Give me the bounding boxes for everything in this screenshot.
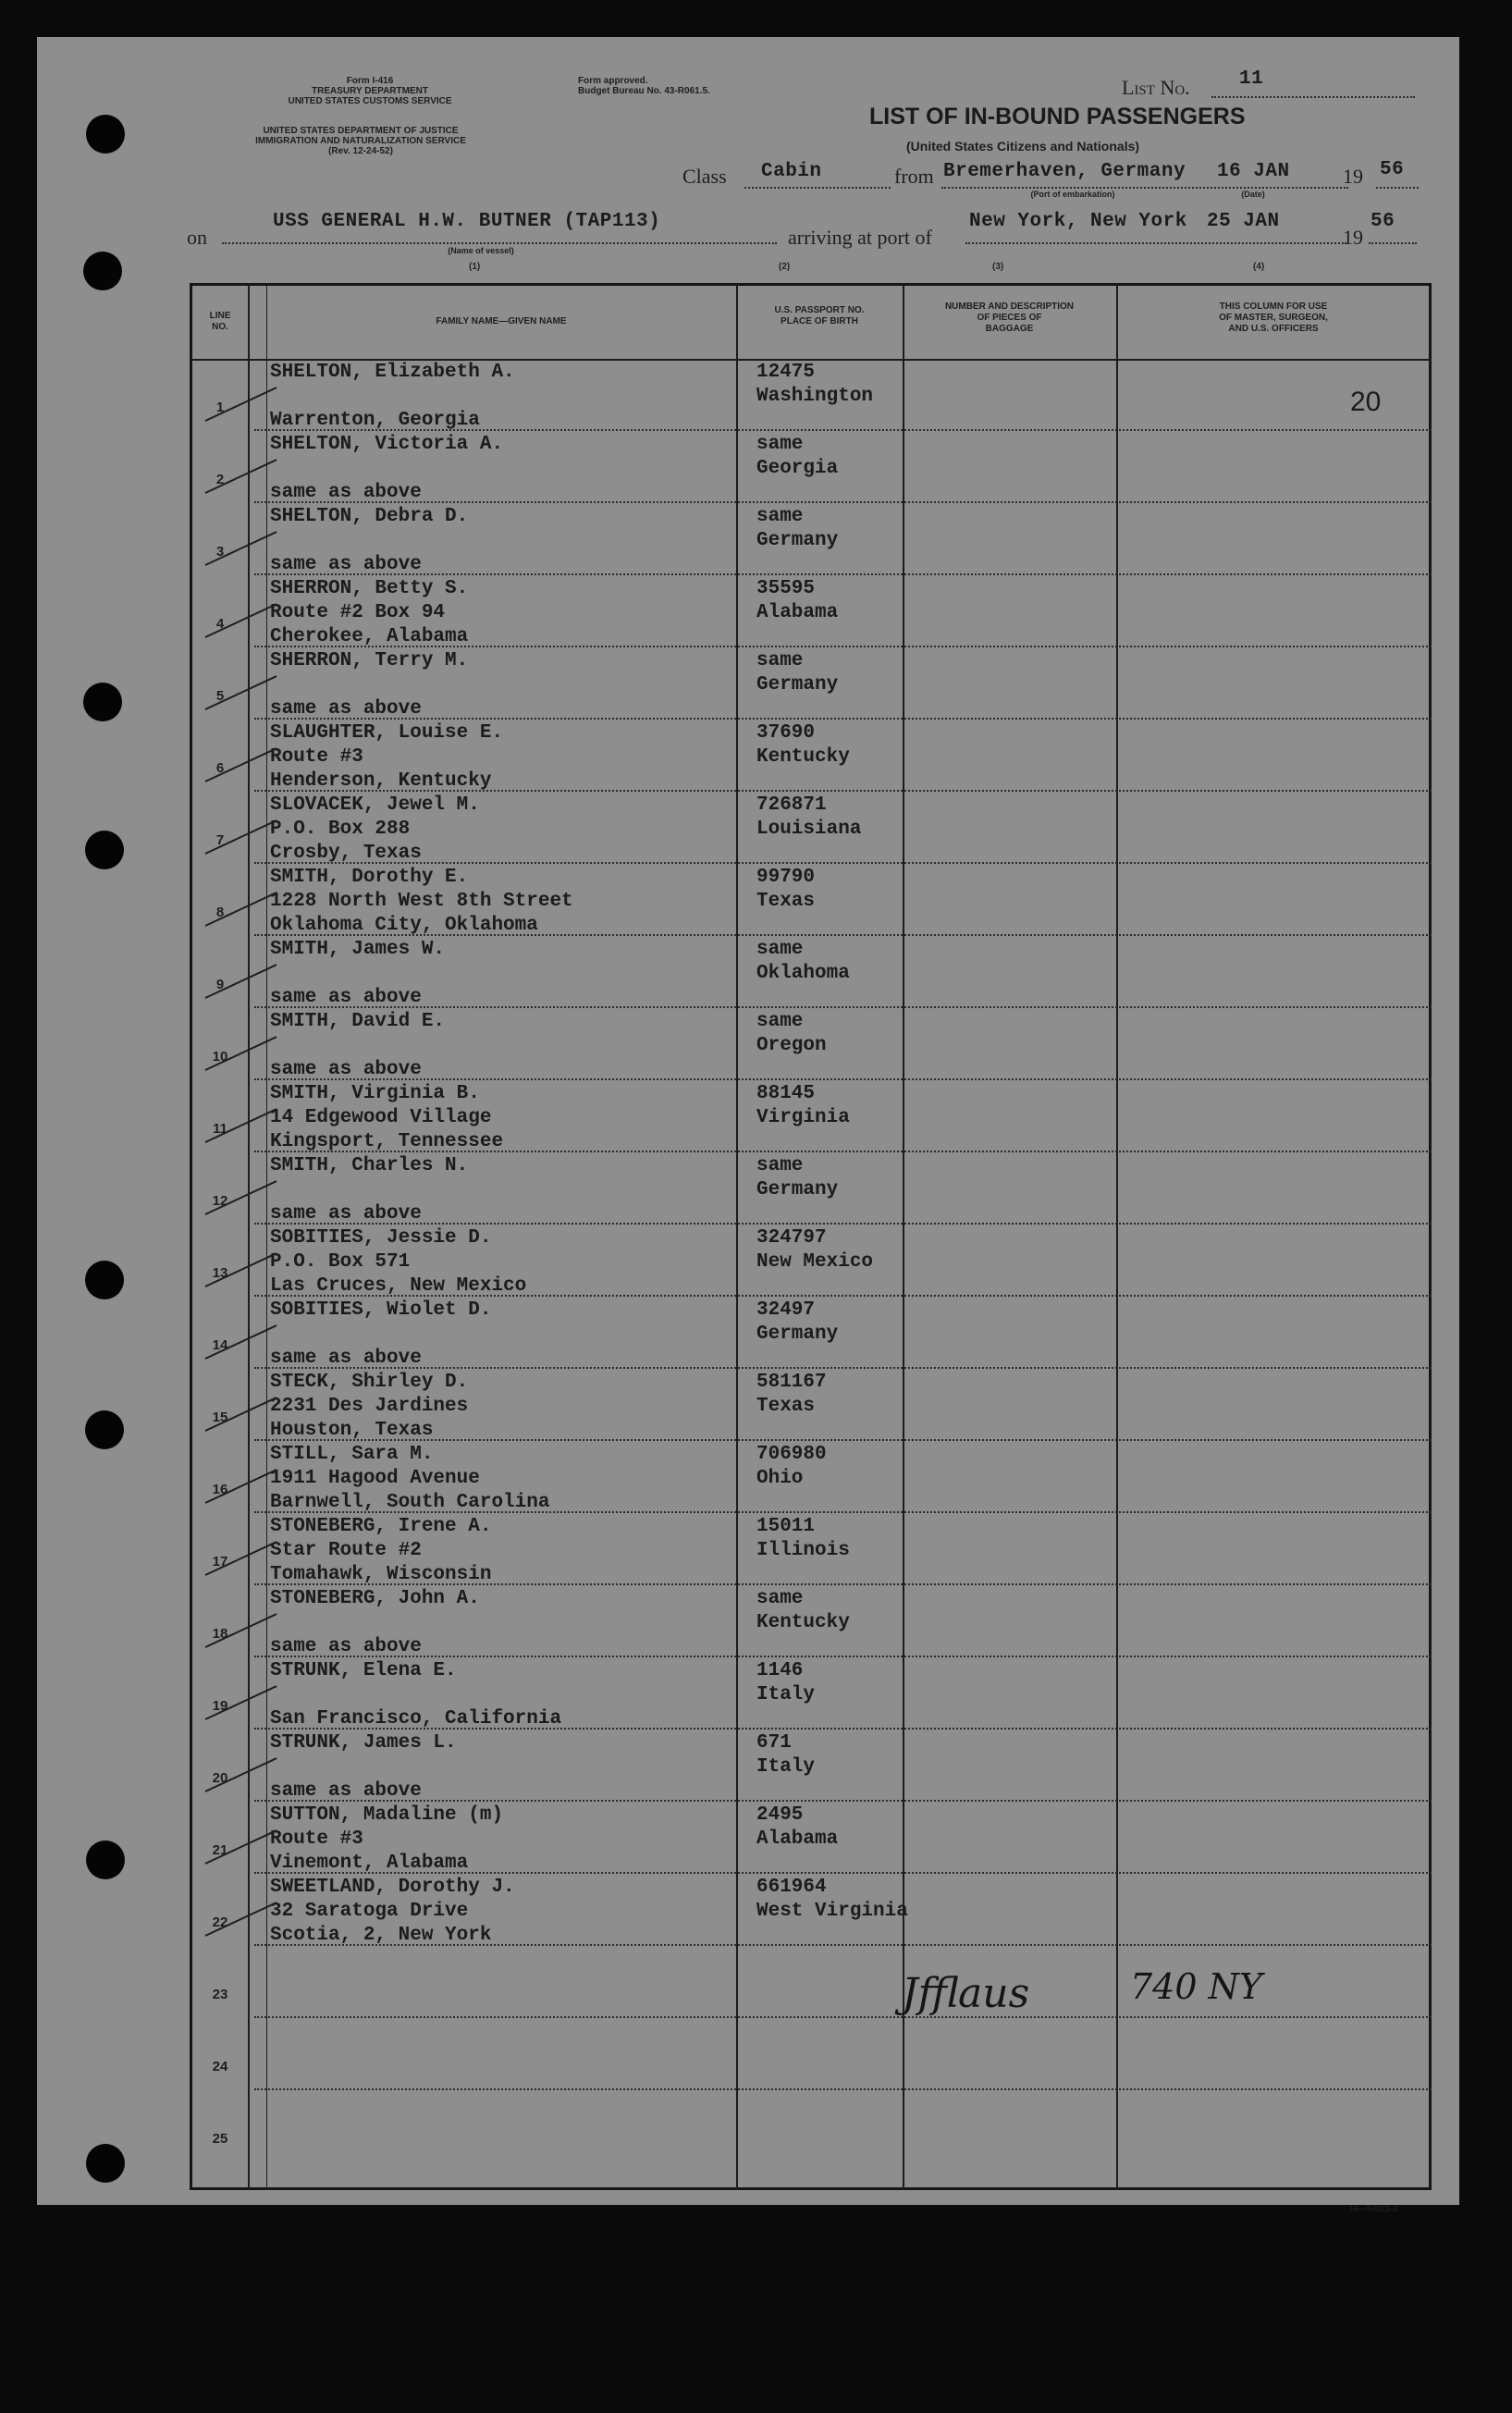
binder-hole — [85, 1410, 124, 1449]
passenger-address-line: same as above — [270, 1780, 422, 1802]
vessel-name: USS GENERAL H.W. BUTNER (TAP113) — [273, 211, 661, 232]
budget-approval: Form approved. Budget Bureau No. 43-R061.5. — [578, 76, 710, 96]
place-of-birth: Alabama — [756, 602, 839, 623]
passenger-address-line: 1911 Hagood Avenue — [270, 1468, 480, 1489]
passenger-address-line: Vinemont, Alabama — [270, 1853, 469, 1874]
place-of-birth: Oklahoma — [756, 963, 850, 984]
passport-number: 661964 — [756, 1877, 827, 1898]
header-passport: U.S. PASSPORT NO. PLACE OF BIRTH — [774, 305, 865, 326]
passenger-address-line: Tomahawk, Wisconsin — [270, 1564, 492, 1585]
line-number: 6 — [215, 760, 225, 776]
line-number: 1 — [215, 400, 225, 415]
passport-number: 706980 — [756, 1444, 827, 1465]
list-no-value: 11 — [1239, 68, 1264, 90]
row-divider — [254, 1656, 1432, 1657]
place-of-birth: Germany — [756, 1323, 839, 1345]
passenger-name: STRUNK, James L. — [270, 1732, 457, 1754]
passenger-address-line: same as above — [270, 482, 422, 503]
place-of-birth: Alabama — [756, 1828, 839, 1850]
place-of-birth: Louisiana — [756, 819, 862, 840]
place-of-birth: Germany — [756, 674, 839, 696]
passenger-name: STONEBERG, John A. — [270, 1588, 480, 1609]
row-divider — [254, 501, 1432, 503]
col-divider — [266, 283, 267, 2190]
row-divider — [254, 718, 1432, 720]
passenger-name: SHELTON, Debra D. — [270, 506, 469, 527]
passenger-address-line: P.O. Box 288 — [270, 819, 411, 840]
passport-number: same — [756, 506, 804, 527]
line-number: 19 — [212, 1698, 228, 1714]
passenger-address-line: same as above — [270, 554, 422, 575]
passenger-address-line: Star Route #2 — [270, 1540, 422, 1561]
passenger-name: SHELTON, Victoria A. — [270, 434, 504, 455]
form-number-block: Form I-416 TREASURY DEPARTMENT UNITED STATES CUSTOMS SERVICE — [288, 76, 452, 106]
passenger-address-line: Crosby, Texas — [270, 843, 422, 864]
passport-number: 581167 — [756, 1372, 827, 1393]
place-of-birth: Italy — [756, 1684, 816, 1705]
passport-number: 35595 — [756, 578, 816, 599]
arrival-year: 56 — [1371, 211, 1395, 232]
passport-number: same — [756, 939, 804, 960]
passport-number: same — [756, 1011, 804, 1032]
arrival-year-prefix: 19 — [1343, 226, 1363, 249]
passport-number: same — [756, 1155, 804, 1176]
header-name: FAMILY NAME—GIVEN NAME — [436, 316, 567, 326]
passenger-address-line: Henderson, Kentucky — [270, 770, 492, 792]
arrival-year-line — [1369, 242, 1417, 244]
passport-number: 99790 — [756, 867, 816, 888]
form-title: LIST OF IN-BOUND PASSENGERS — [869, 104, 1246, 129]
line-number: 15 — [212, 1410, 228, 1425]
line-number: 11 — [213, 1121, 227, 1137]
passenger-name: SLOVACEK, Jewel M. — [270, 794, 480, 816]
line-number: 8 — [215, 905, 225, 920]
binder-hole — [85, 831, 124, 869]
place-of-birth: Germany — [756, 530, 839, 551]
row-divider — [254, 1223, 1432, 1225]
passenger-address-line: same as above — [270, 1636, 422, 1657]
passenger-address-line: Route #3 — [270, 1828, 363, 1850]
passenger-address-line: same as above — [270, 1348, 422, 1369]
line-number: 7 — [215, 832, 225, 848]
passport-number: same — [756, 1588, 804, 1609]
col-divider — [736, 283, 738, 2190]
footer-code: 16—54823-2 — [1348, 2204, 1398, 2213]
class-value: Cabin — [761, 161, 822, 182]
passenger-name: SUTTON, Madaline (m) — [270, 1804, 504, 1826]
passport-number: 324797 — [756, 1227, 827, 1249]
passenger-name: SLAUGHTER, Louise E. — [270, 722, 504, 744]
col-num-4: (4) — [1253, 262, 1265, 272]
row-divider — [254, 2088, 1432, 2090]
from-label: from — [894, 165, 934, 188]
year-line — [1376, 187, 1419, 189]
col-divider — [248, 283, 250, 2190]
list-no-label: List No. — [1122, 76, 1190, 99]
arrival-date: 25 JAN — [1207, 211, 1280, 232]
binder-hole — [85, 1261, 124, 1299]
passenger-address-line: same as above — [270, 1059, 422, 1080]
line-number: 12 — [212, 1193, 228, 1209]
handwritten-signature: Jfflaus — [902, 1970, 1030, 2017]
line-number: 14 — [212, 1337, 228, 1353]
passenger-address-line: 32 Saratoga Drive — [270, 1901, 469, 1922]
passenger-address-line: same as above — [270, 987, 422, 1008]
class-line — [744, 187, 891, 189]
place-of-birth: New Mexico — [756, 1251, 874, 1273]
passenger-name: STECK, Shirley D. — [270, 1372, 469, 1393]
line-number: 24 — [212, 2059, 228, 2074]
passport-number: same — [756, 434, 804, 455]
place-of-birth: Virginia — [756, 1107, 850, 1128]
list-no-line — [1211, 96, 1415, 98]
line-number: 16 — [212, 1482, 228, 1497]
passenger-address-line: San Francisco, California — [270, 1708, 562, 1730]
line-number: 25 — [212, 2131, 228, 2147]
departure-year: 56 — [1380, 159, 1405, 180]
binder-hole — [83, 683, 122, 721]
embarkation-port: Bremerhaven, Germany — [943, 161, 1186, 182]
passenger-address-line: Kingsport, Tennessee — [270, 1131, 504, 1152]
line-number: 13 — [212, 1265, 228, 1281]
form-subtitle: (United States Citizens and Nationals) — [906, 139, 1140, 154]
line-number: 21 — [212, 1842, 228, 1858]
passport-number: 12475 — [756, 362, 816, 383]
class-label: Class — [682, 165, 727, 188]
binder-hole — [83, 252, 122, 290]
binder-hole — [86, 115, 125, 154]
line-number: 5 — [215, 688, 225, 704]
passenger-address-line: same as above — [270, 698, 422, 720]
row-divider — [254, 1367, 1432, 1369]
passenger-name: SMITH, Virginia B. — [270, 1083, 480, 1104]
binder-hole — [86, 2144, 125, 2183]
row-divider — [254, 1006, 1432, 1008]
passport-number: 671 — [756, 1732, 792, 1754]
passenger-address-line: Route #3 — [270, 746, 363, 768]
line-number: 10 — [212, 1049, 228, 1065]
passport-number: 32497 — [756, 1299, 816, 1321]
officer-note: 20 — [1350, 387, 1382, 417]
row-divider — [254, 1078, 1432, 1080]
passenger-address-line: Route #2 Box 94 — [270, 602, 446, 623]
passenger-name: SMITH, James W. — [270, 939, 446, 960]
place-of-birth: Texas — [756, 1396, 816, 1417]
doj-block: UNITED STATES DEPARTMENT OF JUSTICE IMMIGRATION AND NATURALIZATION SERVICE (Rev. 12-24-52) — [255, 126, 466, 156]
col-num-2: (2) — [779, 262, 791, 272]
row-divider — [254, 862, 1432, 864]
place-of-birth: Illinois — [756, 1540, 850, 1561]
arrival-line — [965, 242, 1346, 244]
passport-number: 15011 — [756, 1516, 816, 1537]
passenger-address-line: Barnwell, South Carolina — [270, 1492, 550, 1513]
passenger-name: STONEBERG, Irene A. — [270, 1516, 492, 1537]
header-officers: THIS COLUMN FOR USE OF MASTER, SURGEON, AND U.S. OFFICERS — [1219, 302, 1328, 334]
passenger-name: SMITH, Charles N. — [270, 1155, 469, 1176]
line-number: 23 — [212, 1987, 228, 2002]
passport-number: same — [756, 650, 804, 671]
passenger-address-line: Las Cruces, New Mexico — [270, 1275, 527, 1297]
year-prefix: 19 — [1343, 165, 1363, 188]
place-of-birth: Kentucky — [756, 746, 850, 768]
passenger-name: SOBITIES, Wiolet D. — [270, 1299, 492, 1321]
departure-date: 16 JAN — [1217, 161, 1290, 182]
line-number: 22 — [212, 1914, 228, 1930]
line-number: 18 — [212, 1626, 228, 1642]
on-label: on — [187, 226, 207, 249]
arriving-label: arriving at port of — [788, 226, 932, 249]
passenger-name: SHERRON, Betty S. — [270, 578, 469, 599]
passenger-address-line: Houston, Texas — [270, 1420, 434, 1441]
header-baggage: NUMBER AND DESCRIPTION OF PIECES OF BAGGAGE — [944, 302, 1075, 334]
place-of-birth: Oregon — [756, 1035, 827, 1056]
passenger-name: STILL, Sara M. — [270, 1444, 434, 1465]
passenger-name: SMITH, Dorothy E. — [270, 867, 469, 888]
header-line-no: LINE NO. — [209, 311, 231, 332]
passenger-address-line: P.O. Box 571 — [270, 1251, 411, 1273]
line-number: 9 — [215, 977, 225, 992]
place-of-birth: Italy — [756, 1756, 816, 1778]
vessel-caption: (Name of vessel) — [448, 246, 514, 255]
passenger-address-line: 14 Edgewood Village — [270, 1107, 492, 1128]
col-divider — [1116, 283, 1118, 2190]
place-of-birth: Texas — [756, 891, 816, 912]
passenger-name: STRUNK, Elena E. — [270, 1660, 457, 1681]
line-number: 20 — [212, 1770, 228, 1786]
passenger-address-line: Scotia, 2, New York — [270, 1925, 492, 1946]
passenger-name: SHERRON, Terry M. — [270, 650, 469, 671]
vessel-line — [222, 242, 777, 244]
line-number: 2 — [215, 472, 225, 487]
binder-hole — [86, 1841, 125, 1879]
date-caption: (Date) — [1241, 190, 1265, 199]
passenger-address-line: 2231 Des Jardines — [270, 1396, 469, 1417]
place-of-birth: Kentucky — [756, 1612, 850, 1633]
embarkation-caption: (Port of embarkation) — [1030, 190, 1115, 199]
passenger-name: SMITH, David E. — [270, 1011, 446, 1032]
place-of-birth: Germany — [756, 1179, 839, 1200]
row-divider — [254, 1800, 1432, 1802]
col-num-1: (1) — [469, 262, 481, 272]
line-number: 3 — [215, 544, 225, 560]
passenger-address-line: Warrenton, Georgia — [270, 410, 480, 431]
row-divider — [254, 573, 1432, 575]
passenger-name: SWEETLAND, Dorothy J. — [270, 1877, 515, 1898]
col-num-3: (3) — [992, 262, 1004, 272]
line-number: 17 — [212, 1554, 228, 1570]
passport-number: 88145 — [756, 1083, 816, 1104]
passport-number: 726871 — [756, 794, 827, 816]
handwritten-annotation: 740 NY — [1130, 1966, 1262, 2007]
passenger-address-line: same as above — [270, 1203, 422, 1225]
row-divider — [254, 2016, 1432, 2018]
passport-number: 2495 — [756, 1804, 804, 1826]
passenger-address-line: Cherokee, Alabama — [270, 626, 469, 647]
from-line — [941, 187, 1348, 189]
place-of-birth: West Virginia — [756, 1901, 908, 1922]
passenger-name: SHELTON, Elizabeth A. — [270, 362, 515, 383]
place-of-birth: Washington — [756, 386, 874, 407]
passenger-name: SOBITIES, Jessie D. — [270, 1227, 492, 1249]
arrival-port: New York, New York — [969, 211, 1187, 232]
line-number: 4 — [215, 616, 225, 632]
place-of-birth: Georgia — [756, 458, 839, 479]
passport-number: 37690 — [756, 722, 816, 744]
passport-number: 1146 — [756, 1660, 804, 1681]
passenger-address-line: Oklahoma City, Oklahoma — [270, 915, 538, 936]
passenger-address-line: 1228 North West 8th Street — [270, 891, 573, 912]
place-of-birth: Ohio — [756, 1468, 804, 1489]
